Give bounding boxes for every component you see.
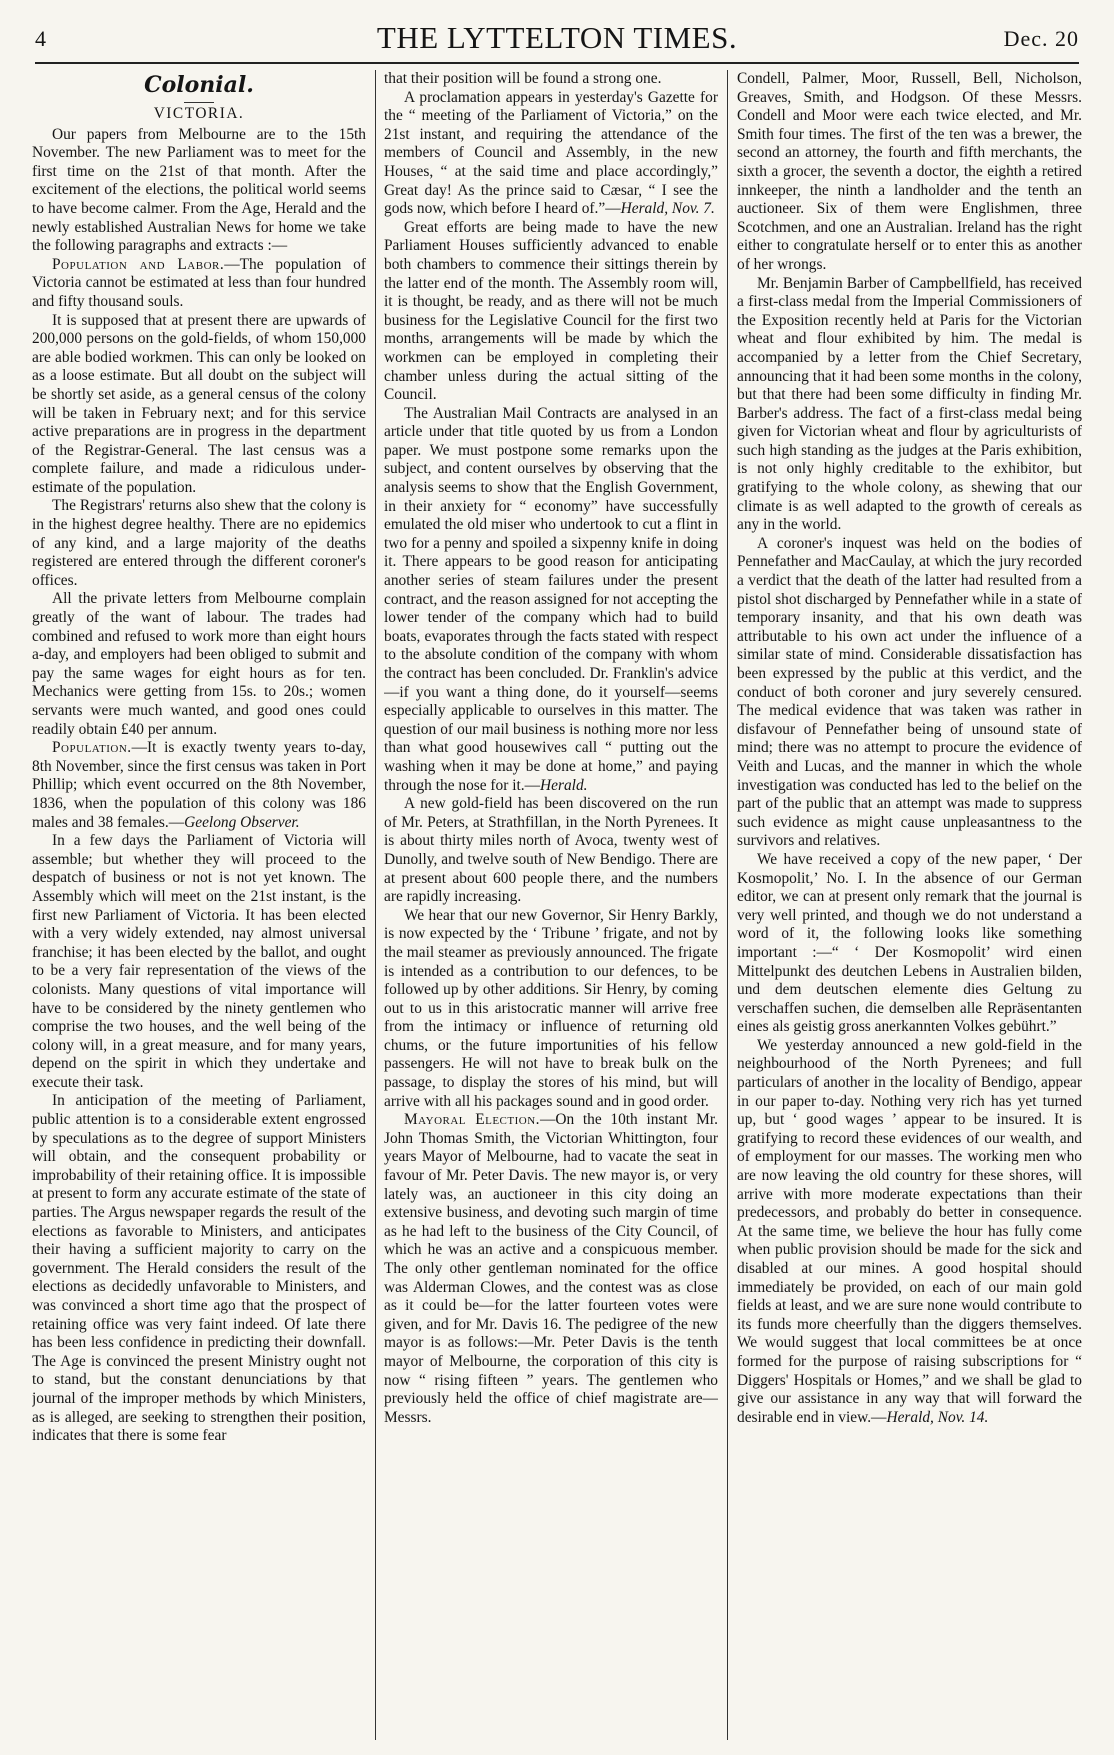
paragraph: We have received a copy of the new paper, ‘ Der Kosmopolit,’ No. I. In the absence of our German editor, we can at present only remark that the journal is very well printed, and though we do not understand a word of it, the following looks like something important :—“ ‘ Der Kosmopolit’ wird einen Mittelpunkt des deutchen Lebens in Australien bilden, und dem deutschen elemente dies Geltung zu verschaffen suchen, die demselben alle Repräsentanten eines als geistig gross anerkannten Volkes gebührt.”: [737, 850, 1082, 1036]
source-citation: Herald, Nov. 14.: [886, 1408, 989, 1426]
paragraph-heading: Mayoral Election.: [404, 1111, 540, 1129]
page-number: 4: [35, 26, 46, 51]
paragraph: [32, 739, 366, 832]
paragraph: Mr. Benjamin Barber of Campbellfield, has received a first-class medal from the Imperial Commissioners of the Exposition recently held at Paris for the Victorian wheat and flour exhibited by him. The medal is accompanied by a letter from the Chief Secretary, announcing that it had been some months in the colony, but that there had been some difficulty in finding Mr. Barber's address. The fact of a first-class medal being given for Victorian wheat and flour by agriculturists of such high standing as the judges at the Paris exhibition, is not only highly creditable to the exhibitor, but gratifying to the whole colony, as shewing that our climate is as well adapted to the growth of cereals as any in the world.: [737, 274, 1082, 534]
paragraph: In anticipation of the meeting of Parliament, public attention is to a considerable extent engrossed by speculations as to the degree of support Ministers will obtain, and the consequent probability or improbability of their retaining office. It is impossible at present to form any accurate estimate of the state of parties. The Argus newspaper regards the result of the elections as favorable to Ministers, and anticipates their having a sufficient majority to carry on the government. The Herald considers the result of the elections as decidedly unfavorable to Ministers, and was convinced a short time ago that the prospect of retaining office was very faint indeed. Of late there has been less confidence in predicting their downfall. The Age is convinced the present Ministry ought not to stand, but the constant denunciations by that journal of the improper methods by which Ministers, as is alleged, are seeking to strengthen their position, indicates that there is some fear: [32, 1092, 366, 1445]
column-divider: [727, 70, 728, 1740]
paragraph-text: —It is exactly twenty years to-day, 8th November, since the first census was taken in Port Phillip; which event occurred on the 8th November, 1836, when the population of this colony was 186 males and 38 females.—: [32, 739, 366, 831]
paragraph: All the private letters from Melbourne complain greatly of the want of labour. The trades had combined and refused to work more than eight hours a-day, and employers had been obliged to submit and pay the same wages for eight hours as for ten. Mechanics were getting from 15s. to 20s.; women servants were much wanted, and good ones could readily obtain £40 per annum.: [32, 590, 366, 738]
paragraph: It is supposed that at present there are upwards of 200,000 persons on the gold-fields, of whom 150,000 are able bodied workmen. This can only be looked on as a loose estimate. But all doubt on the subject will be shortly set aside, as a general census of the colony will be taken in February next; and for this service active preparations are in progress in the department of the Registrar-General. The last census was a complete failure, and made a ridiculous under-estimate of the population.: [32, 311, 366, 496]
section-subheading: VICTORIA.: [153, 105, 245, 122]
newspaper-title: THE LYTTELTON TIMES.: [376, 20, 738, 55]
section-heading: Colonial.: [144, 72, 254, 98]
paragraph: Great efforts are being made to have the new Parliament Houses sufficiently advanced to enable both chambers to commence their sittings therein by the latter end of the month. The Assembly room will, it is thought, be ready, and as there will not be much business for the Legislative Council for the first two months, arrangements will be made by which the workmen can be employed in completing their chamber unless during the actual sitting of the Council.: [384, 218, 718, 404]
masthead-rule: [35, 62, 1079, 64]
paragraph: A new gold-field has been discovered on the run of Mr. Peters, at Strathfillan, in the North Pyrenees. It is about thirty miles north of Avoca, twenty west of Dunolly, and twelve south of New Bendigo. There are at present about 600 people there, and the numbers are rapidly increasing.: [384, 795, 718, 906]
paragraph: [384, 89, 718, 219]
source-citation: Geelong Observer.: [184, 813, 300, 831]
paragraph-text: The Australian Mail Contracts are analysed in an article under that title quoted by us from a London paper. We must postpone some remarks upon the subject, and content ourselves by observing that the analysis seems to show that the English Government, in their anxiety for “ economy” have successfully emulated the old miser who undertook to cut a flint in two for a penny and spoiled a sixpenny knife in doing it. There appears to be good reason for anticipating another series of steam failures under the present contract, and the reason assigned for not accepting the lower tender of the company which had to build boats, evaporates through the facts stated with respect to the absolute condition of the company with whom the contract has been concluded. Dr. Franklin's advice—if you want a thing done, do it yourself—seems especially applicable to ourselves in this matter. The question of our mail business is nothing more nor less than what good housewives call “ putting out the washing when it may be done at home,” and paying through the nose for it.—: [384, 404, 718, 794]
paragraph: We hear that our new Governor, Sir Henry Barkly, is now expected by the ‘ Tribune ’ frigate, and not by the mail steamer as previously announced. The frigate is intended as a contribution to our defences, to be followed up by other additions. Sir Henry, by coming out to us in this aristocratic manner will arrive free from the intimacy or influence of returning old chums, or the future importunities of his fellow passengers. He will not have to break bulk on the passage, to display the stores of his mind, but will arrive with all his packages sound and in good order.: [384, 906, 718, 1110]
column-2: [384, 70, 718, 1745]
paragraph-text: A proclamation appears in yesterday's Gazette for the “ meeting of the Parliament of Victoria,” on the 21st instant, and requiring the attendance of the members of Council and Assembly, in the new Houses, “ at the said time and place accordingly,” Great day! As the prince said to Cæsar, “ I see the gods now, which before I heard of.”—: [384, 88, 718, 218]
paragraph: [32, 256, 366, 312]
masthead: [35, 20, 1079, 60]
column-3: [737, 70, 1082, 1745]
paragraph-text: We yesterday announced a new gold-field in the neighbourhood of the North Pyrenees; and full particulars of another in the locality of Bendigo, appear in our paper to-day. Nothing very rich has yet turned up, but ‘ good wages ’ appear to be insured. It is gratifying to record these evidences of our wealth, and of employment for our masses. The working men who are now leaving the old country for these shores, will arrive with more moderate expectations than their predecessors, and probably do better in consequence. At the same time, we believe the hour has fully come when public provision should be made for the sick and disabled at our mines. A good hospital should immediately be provided, on each of our main gold fields at least, and we are sure none would contribute to its funds more cheerfully than the diggers themselves. We would suggest that local committees be at once formed for the purpose of raising subscriptions for “ Diggers' Hospitals or Homes,” and we shall be glad to give our assistance in any way that will forward the desirable end in view.—: [737, 1036, 1082, 1426]
paragraph: Our papers from Melbourne are to the 15th November. The new Parliament was to meet for the first time on the 21st of that month. After the excitement of the elections, the political world seems to have become calmer. From the Age, Herald and the newly established Australian News for home we take the following paragraphs and extracts :—: [32, 125, 366, 255]
source-citation: Herald, Nov. 7.: [620, 200, 715, 218]
paragraph: The Registrars' returns also shew that the colony is in the highest degree healthy. There are no epidemics of any kind, and a large majority of the deaths registered are entered through the different coroner's offices.: [32, 497, 366, 589]
paragraph-text: —The population of Victoria cannot be estimated at less than four hundred and fifty thousand souls.: [32, 255, 366, 310]
paragraph: [384, 405, 718, 795]
paragraph: A coroner's inquest was held on the bodies of Pennefather and MacCaulay, at which the jury recorded a verdict that the death of the latter had resulted from a pistol shot discharged by Pennefather while in a state of temporary insanity, and that his own death was attributable to his own act under the influence of a similar state of mind. Considerable dissatisfaction has been expressed by the public at this verdict, and the conduct of both coroner and jury severely censured. The medical evidence that was taken was rather in disfavour of Pennefather being of unsound state of mind; there was no attempt to procure the evidence of Veith and Lucas, and the manner in which the whole investigation was conducted has led to the belief on the part of the public that an attempt was made to suppress such evidence as might cause unpleasantness to the survivors and relatives.: [737, 534, 1082, 850]
issue-date: Dec. 20: [1003, 26, 1079, 51]
paragraph: Condell, Palmer, Moor, Russell, Bell, Nicholson, Greaves, Smith, and Hodgson. Of these Messrs. Condell and Moor were each twice elected, and Mr. Smith four times. The first of the ten was a brewer, the second an attorney, the fourth and fifth merchants, the sixth a grocer, the seventh a doctor, the eighth a retired innkeeper, the ninth a landholder and the tenth an auctioneer. Six of them were Englishmen, three Scotchmen, and one an Australian. Ireland has the right either to congratulate herself or to enter this as another of her wrongs.: [737, 70, 1082, 273]
column-1: [32, 70, 366, 1745]
source-citation: Herald.: [540, 776, 588, 794]
paragraph-text: —On the 10th instant Mr. John Thomas Smith, the Victorian Whittington, four years Mayor of Melbourne, had to vacate the seat in favour of Mr. Peter Davis. The new mayor is, or very lately was, an auctioneer in this city doing an extensive business, and devoting such margin of time as he had left to the business of the City Council, of which he was an active and a conspicuous member. The only other gentleman nominated for the office was Alderman Clowes, and the contest was as close as it could be—for the latter fourteen votes were given, and for Mr. Davis 16. The pedigree of the new mayor is as follows:—Mr. Peter Davis is the tenth mayor of Melbourne, the corporation of this city is now “ rising fifteen ” years. The gentlemen who previously held the office of chief magistrate are—Messrs.: [384, 1111, 718, 1426]
paragraph-heading: Population.: [52, 739, 132, 757]
column-divider: [375, 70, 376, 1740]
paragraph: [737, 1037, 1082, 1427]
paragraph: In a few days the Parliament of Victoria will assemble; but whether they will proceed to the despatch of business or not is not yet known. The Assembly which will meet on the 21st instant, is the first new Parliament of Victoria. It has been elected with a very widely extended, nay almost universal franchise; it has been elected by the ballot, and ought to be a very fair representation of the views of the colonists. Many questions of vital importance will have to be considered by the ninety gentlemen who comprise the two houses, and the well being of the colony will, in a great measure, and for many years, depend on the spirit in which they undertake and execute their task.: [32, 832, 366, 1091]
paragraph: [384, 1111, 718, 1427]
heading-rule: [184, 102, 214, 103]
paragraph-heading: Population and Labor.: [52, 255, 225, 273]
paragraph: that their position will be found a strong one.: [384, 70, 662, 87]
